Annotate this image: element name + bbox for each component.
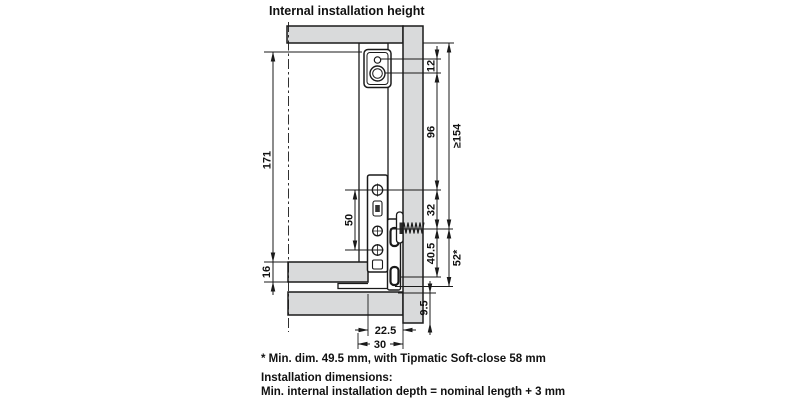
dim-label-96: 96 [425, 125, 438, 139]
cabinet-rear-panel [403, 26, 423, 323]
dimension-40-5 [425, 229, 437, 277]
dimension-30 [358, 339, 403, 351]
dim-label-16: 16 [260, 265, 273, 279]
dimension-32 [425, 190, 437, 229]
dimension-52 [449, 229, 463, 287]
cabinet-bottom-panel [288, 292, 403, 315]
drawer-bottom-panel [288, 262, 368, 282]
rear-panel-holder-bracket [364, 50, 391, 88]
cabinet-top-panel [287, 26, 403, 43]
dim-label-12: 12 [425, 59, 438, 73]
footnote-min-dim: * Min. dim. 49.5 mm, with Tipmatic Soft-close 58 mm [261, 353, 546, 365]
dim-label-9-5: 9.5 [418, 300, 431, 316]
dim-label-32: 32 [425, 203, 438, 217]
dim-label-171: 171 [261, 150, 274, 170]
installation-depth-note: Min. internal installation depth = nominal length + 3 mm [261, 386, 566, 398]
dimension-12 [425, 46, 437, 86]
dim-label-30: 30 [373, 339, 387, 351]
dim-label-52: 52* [451, 249, 464, 267]
dimension-50 [343, 190, 355, 250]
dim-label-40-5: 40.5 [425, 242, 438, 265]
drawing-title: Internal installation height [269, 4, 425, 18]
dimension-22-5 [355, 325, 416, 337]
dimension-16 [261, 262, 273, 295]
dimension-96 [425, 73, 437, 190]
dimension-154 [449, 43, 463, 229]
dim-label-154: ≥154 [451, 123, 464, 149]
dimension-171 [261, 52, 273, 262]
dim-label-22-5: 22.5 [374, 325, 397, 337]
installation-dimensions-heading: Installation dimensions: [261, 372, 393, 384]
dim-label-50: 50 [343, 213, 356, 227]
